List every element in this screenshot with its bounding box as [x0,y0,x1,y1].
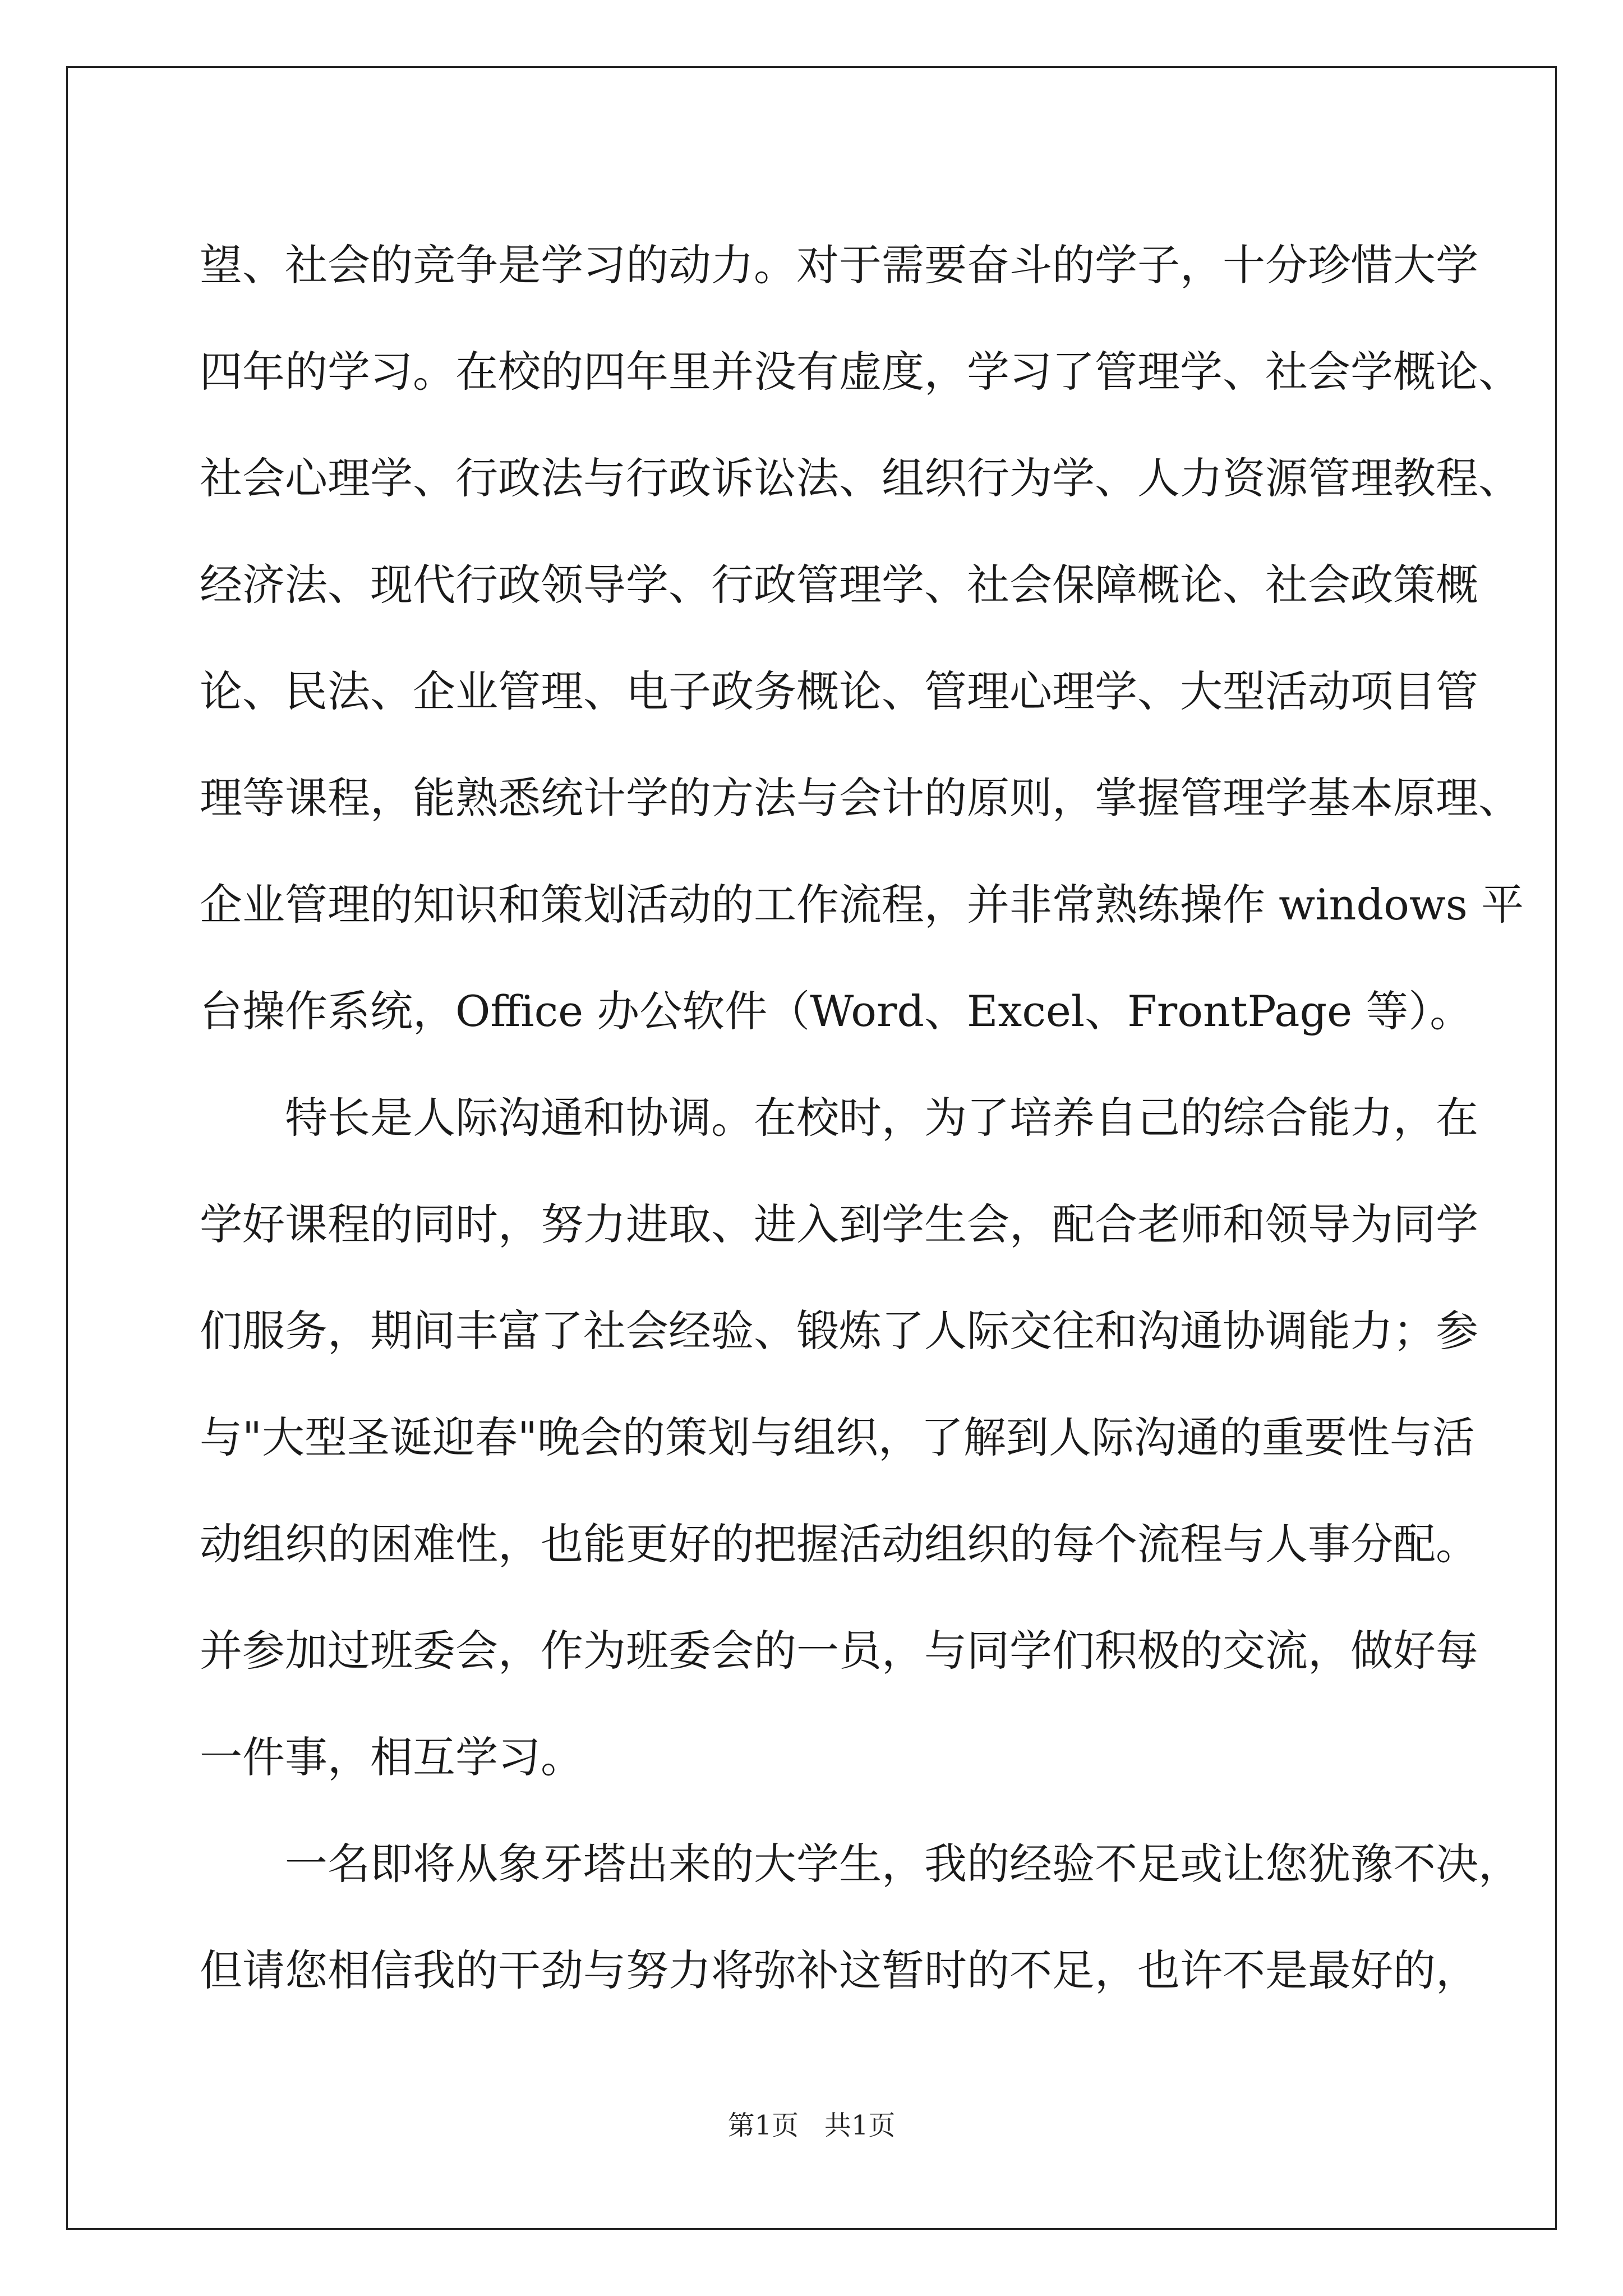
text-line: 社会心理学、行政法与行政诉讼法、组织行为学、人力资源管理教程、 [200,453,1521,503]
text-line: 理等课程，能熟悉统计学的方法与会计的原则，掌握管理学基本原理、 [200,773,1521,823]
text-line: 经济法、现代行政领导学、行政管理学、社会保障概论、社会政策概 [200,560,1478,610]
text-line: 四年的学习。在校的四年里并没有虚度，学习了管理学、社会学概论、 [200,347,1521,397]
text-line: 与"大型圣诞迎春"晚会的策划与组织，了解到人际沟通的重要性与活 [200,1412,1475,1462]
page-footer [0,2104,1623,2142]
document-body [200,212,1524,2024]
text-line: 企业管理的知识和策划活动的工作流程，并非常熟练操作 windows 平 [200,880,1524,930]
paragraph-first-line: 一名即将从象牙塔出来的大学生，我的经验不足或让您犹豫不决， [285,1839,1521,1889]
text-line: 学好课程的同时，努力进取、进入到学生会，配合老师和领导为同学 [200,1199,1478,1249]
text-line: 一件事，相互学习。 [200,1732,583,1782]
page-total: 共1页 [824,2110,896,2141]
page-number: 第1页 [727,2110,799,2141]
text-line: 并参加过班委会，作为班委会的一员，与同学们积极的交流，做好每 [200,1626,1478,1676]
text-line: 论、民法、企业管理、电子政务概论、管理心理学、大型活动项目管 [200,666,1478,716]
text-line: 们服务，期间丰富了社会经验、锻炼了人际交往和沟通协调能力；参 [200,1306,1478,1356]
text-line: 但请您相信我的干劲与努力将弥补这暂时的不足，也许不是最好的， [200,1945,1478,1995]
text-line: 望、社会的竞争是学习的动力。对于需要奋斗的学子，十分珍惜大学 [200,240,1478,290]
text-line: 动组织的困难性，也能更好的把握活动组织的每个流程与人事分配。 [200,1519,1478,1569]
paragraph-first-line: 特长是人际沟通和协调。在校时，为了培养自己的综合能力，在 [285,1093,1478,1143]
text-line: 台操作系统，Office 办公软件（Word、Excel、FrontPage 等）。 [200,986,1473,1036]
